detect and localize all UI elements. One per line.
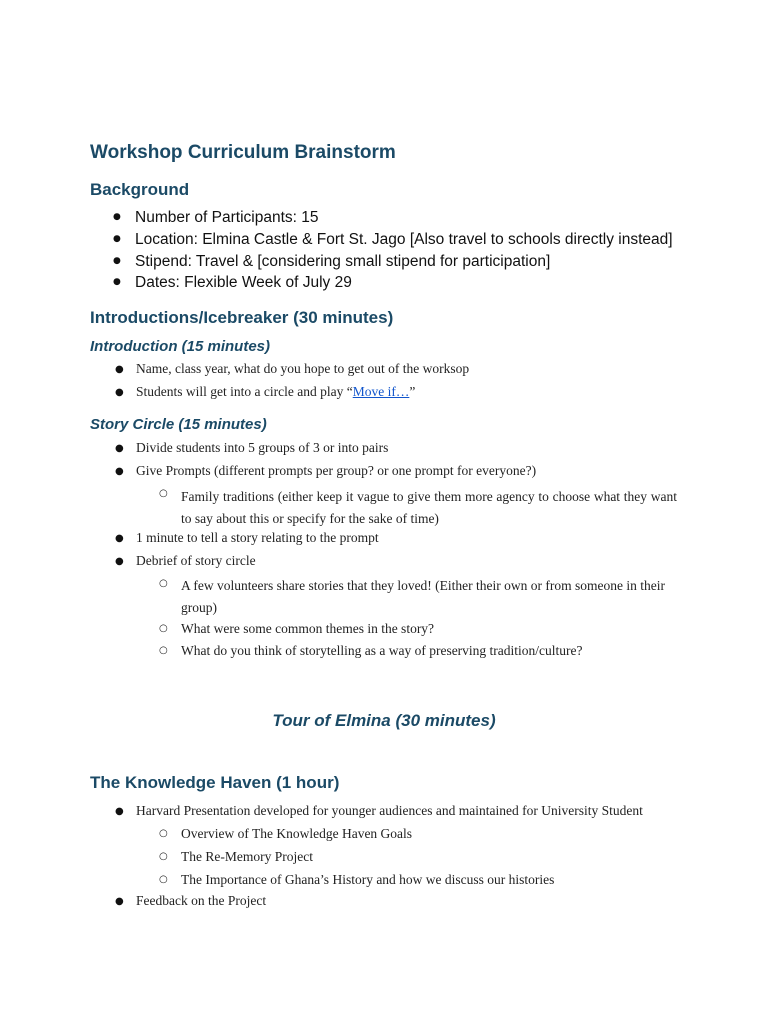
background-item-dates: Dates: Flexible Week of July 29 [135, 274, 352, 291]
knowledge-haven-subitem-overview: Overview of The Knowledge Haven Goals [181, 826, 413, 841]
introduction-item-circle-suffix: ” [409, 384, 416, 399]
knowledge-haven-subitem-re-memory: The Re-Memory Project [181, 849, 313, 864]
hollow-bullet-icon: ○ [159, 828, 168, 839]
bullet-icon: ● [115, 806, 124, 817]
knowledge-haven-item-harvard: Harvard Presentation developed for younger audiences and maintained for University Student [136, 803, 643, 818]
introduction-item-circle-text: Students will get into a circle and play “ [136, 384, 353, 399]
bullet-icon: ● [115, 533, 124, 544]
hollow-bullet-icon: ○ [159, 623, 168, 634]
knowledge-haven-subitem-ghana-history: The Importance of Ghana’s History and how we discuss our histories [181, 872, 555, 887]
story-circle-heading: Story Circle (15 minutes) [90, 416, 267, 433]
hollow-bullet-icon: ○ [159, 645, 168, 656]
bullet-icon: ● [113, 256, 121, 266]
intro-section-heading: Introductions/Icebreaker (30 minutes) [90, 308, 394, 327]
background-item-location: Location: Elmina Castle & Fort St. Jago [Also travel to schools directly instead] [135, 231, 673, 248]
knowledge-haven-heading: The Knowledge Haven (1 hour) [90, 773, 340, 792]
story-circle-subitem-storytelling: What do you think of storytelling as a way of preserving tradition/culture? [181, 643, 583, 658]
hollow-bullet-icon: ○ [159, 874, 168, 885]
story-circle-item-prompts: Give Prompts (different prompts per group? or one prompt for everyone?) [136, 463, 537, 478]
story-circle-item-divide: Divide students into 5 groups of 3 or into pairs [136, 440, 389, 455]
bullet-icon: ● [113, 234, 121, 244]
bullet-icon: ● [113, 212, 121, 222]
story-circle-item-one-minute: 1 minute to tell a story relating to the prompt [136, 530, 379, 545]
introduction-item-circle [136, 384, 415, 400]
bullet-icon: ● [115, 443, 124, 454]
background-heading: Background [90, 180, 190, 199]
introduction-item-name: Name, class year, what do you hope to get out of the worksop [136, 361, 470, 376]
document-title: Workshop Curriculum Brainstorm [90, 142, 396, 163]
bullet-icon: ● [115, 556, 124, 567]
story-circle-subitem-volunteers: A few volunteers share stories that they loved! (Either their own or from someone in their group) [181, 578, 665, 615]
background-item-participants: Number of Participants: 15 [135, 209, 319, 226]
introduction-heading: Introduction (15 minutes) [90, 338, 270, 355]
story-circle-item-debrief: Debrief of story circle [136, 553, 256, 568]
hollow-bullet-icon: ○ [159, 851, 168, 862]
story-circle-subitem-family-traditions: Family traditions (either keep it vague to give them more agency to choose what they want to say about this or specify for the sake of time) [181, 489, 677, 526]
knowledge-haven-item-feedback: Feedback on the Project [136, 893, 267, 908]
bullet-icon: ● [115, 364, 124, 375]
bullet-icon: ● [115, 466, 124, 477]
move-if-link[interactable]: Move if… [352, 384, 410, 399]
background-item-stipend: Stipend: Travel & [considering small stipend for participation] [135, 253, 551, 270]
story-circle-subitem-themes: What were some common themes in the story? [181, 621, 435, 636]
bullet-icon: ● [115, 896, 124, 907]
hollow-bullet-icon: ○ [159, 488, 168, 499]
hollow-bullet-icon: ○ [159, 578, 168, 589]
tour-heading: Tour of Elmina (30 minutes) [272, 711, 496, 730]
bullet-icon: ● [113, 277, 121, 287]
bullet-icon: ● [115, 387, 124, 398]
